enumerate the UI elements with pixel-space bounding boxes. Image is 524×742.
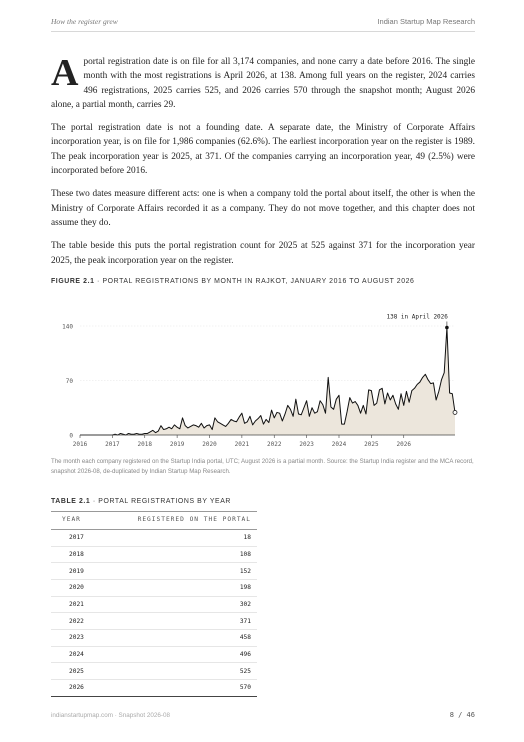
page-content	[51, 52, 475, 697]
footer-site: indianstartupmap.com · Snapshot 2026-08	[51, 712, 171, 719]
series-area	[80, 327, 455, 434]
y-tick-label: 140	[62, 323, 73, 331]
x-tick-label: 2021	[234, 440, 250, 448]
header-rule	[51, 31, 475, 32]
table-row	[51, 613, 257, 630]
cell-count: 570	[96, 680, 258, 697]
table-header-row	[51, 511, 257, 529]
column-header-year: YEAR	[51, 511, 96, 529]
cell-count: 108	[96, 546, 258, 563]
cell-year: 2024	[51, 646, 96, 663]
cell-year: 2026	[51, 680, 96, 697]
y-tick-label: 0	[69, 432, 73, 440]
running-head	[51, 17, 475, 29]
cell-year: 2023	[51, 629, 96, 646]
cell-count: 371	[96, 613, 258, 630]
figure-label	[51, 278, 475, 285]
cell-count: 302	[96, 596, 258, 613]
table-row	[51, 563, 257, 580]
table-row	[51, 596, 257, 613]
table-row	[51, 579, 257, 596]
cell-year: 2025	[51, 663, 96, 680]
table-row	[51, 529, 257, 546]
table-row	[51, 629, 257, 646]
figure-caption: The month each company registered on the Startup India portal, UTC; August 2026 is a partial month. Source: the Startup India register and the MCA record, snapshot 2026-08, de-duplicated by Indian Startup Map Research.	[51, 457, 474, 476]
paragraph-table-note: The table beside this puts the portal registration count for 2025 at 525 against 371 for the incorporation year 2025, the peak incorporation year on the register.	[51, 241, 475, 266]
table-row	[51, 680, 257, 697]
x-tick-label: 2020	[202, 440, 217, 448]
page-number: 8 / 46	[449, 711, 475, 719]
x-tick-label: 2017	[105, 440, 120, 448]
cell-count: 198	[96, 579, 258, 596]
x-tick-label: 2018	[137, 440, 152, 448]
chapter-title: How the register grew	[51, 17, 118, 26]
registrations-table	[51, 511, 257, 697]
figure-number: FIGURE 2.1	[51, 277, 95, 285]
y-tick-label: 70	[65, 377, 73, 385]
table-title: · PORTAL REGISTRATIONS BY YEAR	[92, 497, 231, 505]
x-tick-label: 2022	[267, 440, 282, 448]
cell-year: 2021	[51, 596, 96, 613]
table-number: TABLE 2.1	[51, 497, 91, 505]
chart-svg	[51, 289, 475, 457]
table-body	[51, 529, 257, 696]
cell-year: 2017	[51, 529, 96, 546]
cell-year: 2022	[51, 613, 96, 630]
table-label	[51, 498, 475, 505]
cell-count: 18	[96, 529, 258, 546]
x-tick-label: 2019	[169, 440, 185, 448]
cell-year: 2020	[51, 579, 96, 596]
x-tick-label: 2016	[72, 440, 88, 448]
paragraph-two-dates: These two dates measure different acts: one is when a company told the portal about itself, the other is when the Ministry of Corporate Affairs recorded it as a company. They do not move together, and this chapter does not assume they do.	[51, 189, 475, 228]
column-header-count: REGISTERED ON THE PORTAL	[96, 511, 258, 529]
cell-count: 458	[96, 629, 258, 646]
table-row	[51, 546, 257, 563]
peak-point	[445, 326, 449, 330]
paragraph-intro	[51, 52, 475, 112]
figure-title: · PORTAL REGISTRATIONS BY MONTH IN RAJKOT, JANUARY 2016 TO AUGUST 2026	[97, 277, 415, 285]
cell-year: 2019	[51, 563, 96, 580]
cell-count: 496	[96, 646, 258, 663]
table-row	[51, 663, 257, 680]
x-tick-label: 2025	[364, 440, 379, 448]
x-tick-label: 2023	[299, 440, 314, 448]
cell-count: 525	[96, 663, 258, 680]
paragraph-founding-date: The portal registration date is not a founding date. A separate date, the Ministry of Corporate Affairs incorporation year, is on file for 1,986 companies (62.6%). The earliest incorporation year on the register is 1989. The peak incorporation year is 2025, at 371. Of the companies carrying an incorporation year, 49 (2.5%) were incorporated before 2016.	[51, 123, 475, 177]
cell-count: 152	[96, 563, 258, 580]
paragraph-intro-text: portal registration date is on file for all 3,174 companies, and none carry a date before 2016. The single month with the most registrations is April 2026, at 138. Among full years on the register, 2024 carries 496 registrations, 2025 carries 525, and 2026 carries 570 through the snapshot month; August 2026 alone, a partial month, carries 29.	[51, 57, 475, 110]
x-tick-label: 2024	[331, 440, 347, 448]
registrations-chart	[51, 289, 475, 457]
partial-month-point	[453, 410, 457, 414]
peak-annotation: 138 in April 2026	[386, 313, 448, 321]
x-tick-label: 2026	[396, 440, 411, 448]
cell-year: 2018	[51, 546, 96, 563]
table-row	[51, 646, 257, 663]
drop-cap: A	[51, 52, 79, 94]
publication-name: Indian Startup Map Research	[377, 17, 475, 26]
